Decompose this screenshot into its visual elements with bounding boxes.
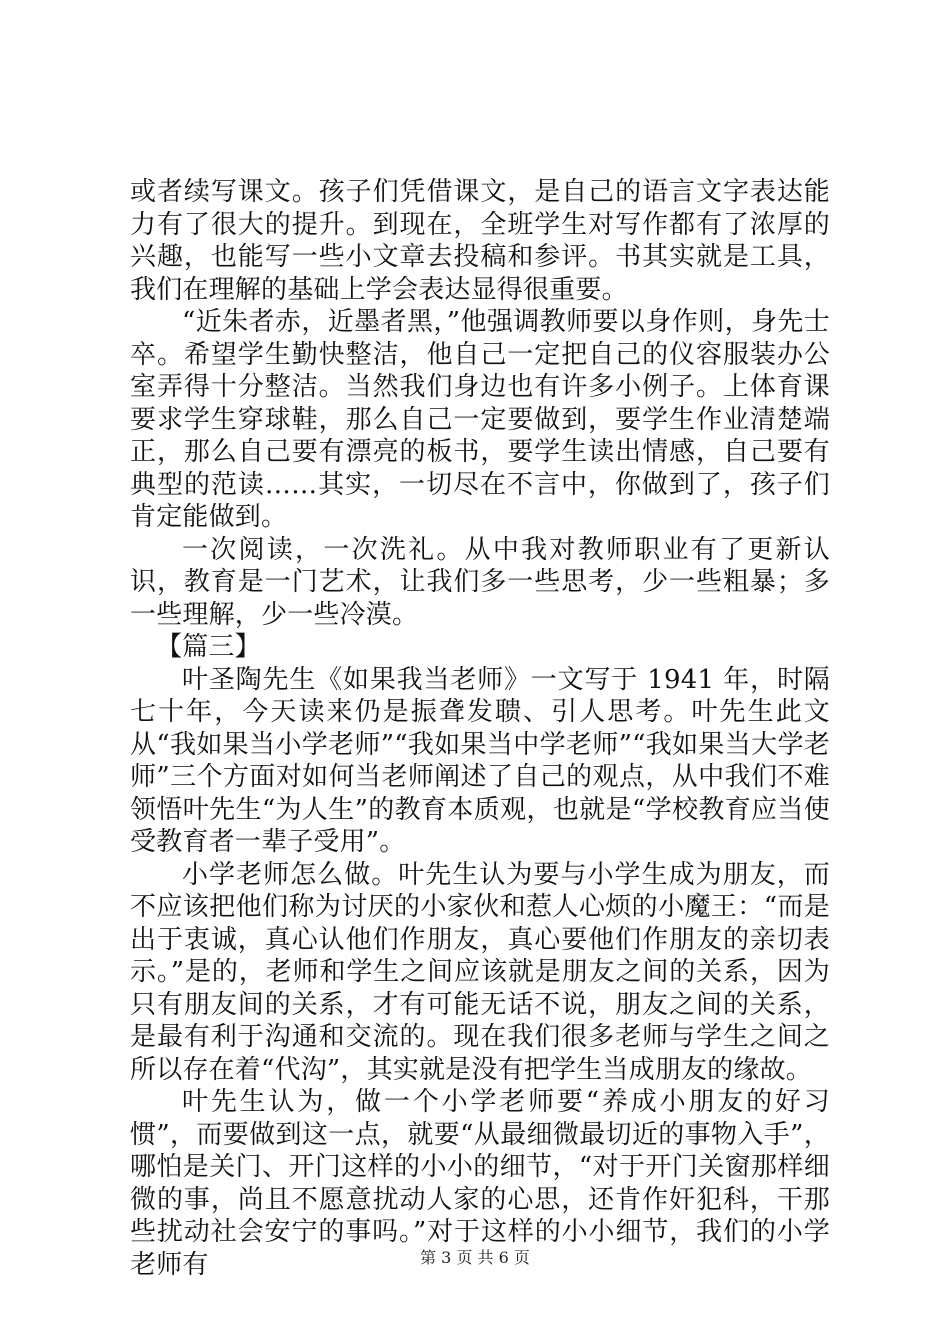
paragraph-2: “近朱者赤，近墨者黑，”他强调教师要以身作则，身先士卒。希望学生勤快整洁，他自己一定把自己的仪容服装办公室弄得十分整洁。当然我们身边也有许多小例子。上体育课要求学生穿球鞋，那么自己一定要做到，要学生作业清楚端正，那么自己要有漂亮的板书，要学生读出情感，自己要有典型的范读……其实，一切尽在不言中，你做到了，孩子们肯定能做到。 [130,307,830,532]
section-heading: 【篇三】 [156,632,261,662]
page-number-footer: 第 3 页 共 6 页 [420,1248,530,1267]
document-body [130,176,830,1281]
paragraph-4: 叶圣陶先生《如果我当老师》一文写于 1941 年，时隔七十年，今天读来仍是振聋发聩、引人思考。叶先生此文从“我如果当小学老师”“我如果当中学老师”“我如果当大学老师”三个方面对如何当老师阐述了自己的观点，从中我们不难领悟叶先生“为人生”的教育本质观，也就是“学校教育应当使受教育者一辈子受用”。 [130,664,830,857]
paragraph-6: 叶先生认为，做一个小学老师要“养成小朋友的好习惯”，而要做到这一点，就要“从最细微最切近的事物入手”，哪怕是关门、开门这样的小小的细节，“对于开门关窗那样细微的事，尚且不愿意扰动人家的心思，还肯作奸犯科，干那些扰动社会安宁的事吗。”对于这样的小小细节，我们的小学老师有 [130,1087,830,1280]
paragraph-3: 一次阅读，一次洗礼。从中我对教师职业有了更新认识，教育是一门艺术，让我们多一些思考，少一些粗暴；多一些理解，少一些冷漠。 [130,534,830,630]
paragraph-5: 小学老师怎么做。叶先生认为要与小学生成为朋友，而不应该把他们称为讨厌的小家伙和惹人心烦的小魔王：“而是出于衷诚，真心认他们作朋友，真心要他们作朋友的亲切表示。”是的，老师和学生之间应该就是朋友之间的关系，因为只有朋友间的关系，才有可能无话不说，朋友之间的关系，是最有利于沟通和交流的。现在我们很多老师与学生之间之所以存在着“代沟”，其实就是没有把学生当成朋友的缘故。 [130,859,830,1085]
paragraph-1: 或者续写课文。孩子们凭借课文，是自己的语言文字表达能力有了很大的提升。到现在，全班学生对写作都有了浓厚的兴趣，也能写一些小文章去投稿和参评。书其实就是工具，我们在理解的基础上学会表达显得很重要。 [130,177,830,305]
